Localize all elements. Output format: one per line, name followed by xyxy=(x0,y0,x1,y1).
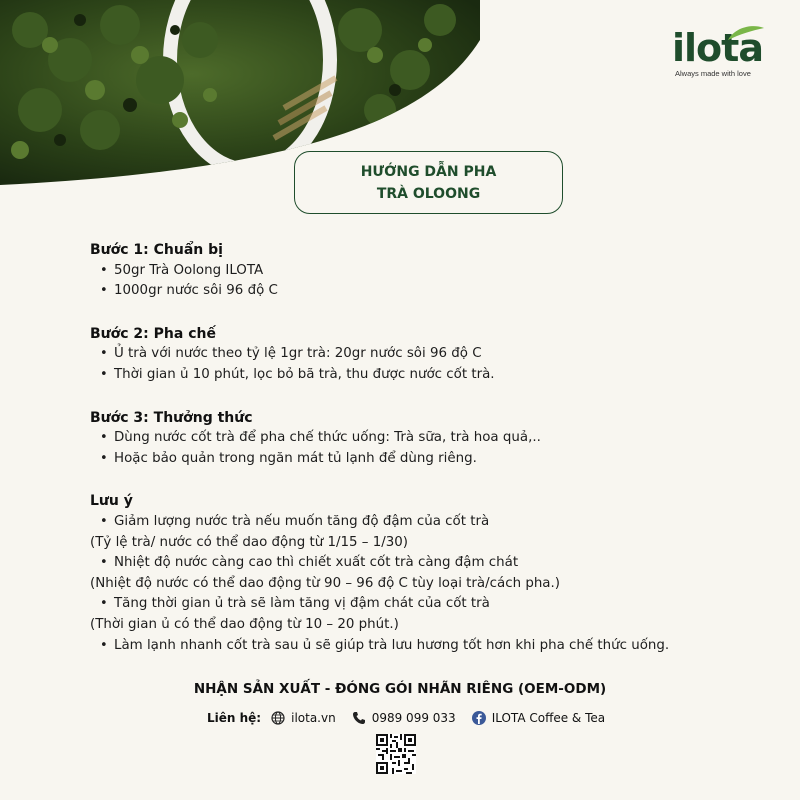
list-item-text: Nhiệt độ nước càng cao thì chiết xuất cốt trà càng đậm chát xyxy=(114,555,519,571)
step-heading: Bước 3: Thưởng thức xyxy=(90,409,253,426)
step-section xyxy=(90,408,780,470)
step-section xyxy=(90,324,780,386)
notes-section xyxy=(90,491,780,656)
website-text: ilota.vn xyxy=(291,711,336,725)
list-item: • Tăng thời gian ủ trà sẽ làm tăng vị đậm chát của cốt trà xyxy=(90,594,780,615)
list-item: • Ủ trà với nước theo tỷ lệ 1gr trà: 20gr nước sôi 96 độ C xyxy=(90,344,780,365)
contact-row xyxy=(207,708,621,728)
logo-tagline: Always made with love xyxy=(675,69,751,78)
list-item-text: Ủ trà với nước theo tỷ lệ 1gr trà: 20gr nước sôi 96 độ C xyxy=(114,346,482,362)
phone-icon xyxy=(352,711,366,725)
list-item: • Thời gian ủ 10 phút, lọc bỏ bã trà, thu được nước cốt trà. xyxy=(90,365,780,386)
logo-wordmark: ilota xyxy=(672,26,763,70)
leaf-icon xyxy=(726,24,766,42)
step-heading: Bước 2: Pha chế xyxy=(90,325,216,342)
list-item: • Hoặc bảo quản trong ngăn mát tủ lạnh để dùng riêng. xyxy=(90,449,780,470)
title-line-1: HƯỚNG DẪN PHA xyxy=(360,163,497,180)
notes-heading: Lưu ý xyxy=(90,493,133,510)
phone-link[interactable] xyxy=(352,711,456,725)
list-item: • Nhiệt độ nước càng cao thì chiết xuất cốt trà càng đậm chát xyxy=(90,553,780,574)
phone-text: 0989 099 033 xyxy=(371,711,456,725)
list-item: • Làm lạnh nhanh cốt trà sau ủ sẽ giúp trà lưu hương tốt hơn khi pha chế thức uống. xyxy=(90,636,780,657)
instructions xyxy=(90,240,780,678)
list-item: • 1000gr nước sôi 96 độ C xyxy=(90,281,780,302)
facebook-link[interactable] xyxy=(472,711,605,725)
list-item: • Giảm lượng nước trà nếu muốn tăng độ đậm của cốt trà xyxy=(90,512,780,533)
list-item-text: Hoặc bảo quản trong ngăn mát tủ lạnh để dùng riêng. xyxy=(114,450,477,466)
list-item-text: Dùng nước cốt trà để pha chế thức uống: Trà sữa, trà hoa quả,.. xyxy=(114,430,541,446)
note-text: (Tỷ lệ trà/ nước có thể dao động từ 1/15 – 1/30) xyxy=(90,534,409,550)
step-heading: Bước 1: Chuẩn bị xyxy=(90,242,223,258)
brand-logo[interactable] xyxy=(672,28,772,78)
footer-headline: NHẬN SẢN XUẤT - ĐÓNG GÓI NHÃN RIÊNG (OEM-ODM) xyxy=(193,681,607,697)
facebook-icon xyxy=(472,711,486,725)
list-item-text: Thời gian ủ 10 phút, lọc bỏ bã trà, thu được nước cốt trà. xyxy=(114,366,495,382)
list-item-text: Tăng thời gian ủ trà sẽ làm tăng vị đậm chát của cốt trà xyxy=(114,596,490,612)
title-box xyxy=(294,151,563,214)
title-line-2: TRÀ OLOONG xyxy=(376,185,481,202)
list-item: • Dùng nước cốt trà để pha chế thức uống: Trà sữa, trà hoa quả,.. xyxy=(90,428,780,449)
list-item-text: Làm lạnh nhanh cốt trà sau ủ sẽ giúp trà lưu hương tốt hơn khi pha chế thức uống. xyxy=(114,637,670,653)
step-section xyxy=(90,240,780,302)
list-item-text: 1000gr nước sôi 96 độ C xyxy=(114,283,278,299)
list-item-text: 50gr Trà Oolong ILOTA xyxy=(114,262,264,278)
qr-code[interactable] xyxy=(376,734,416,774)
facebook-text: ILOTA Coffee & Tea xyxy=(491,711,606,725)
note-text: (Nhiệt độ nước có thể dao động từ 90 – 96 độ C tùy loại trà/cách pha.) xyxy=(90,575,560,591)
list-item: • 50gr Trà Oolong ILOTA xyxy=(90,261,780,282)
contact-label: Liên hệ: xyxy=(207,711,262,725)
list-item-text: Giảm lượng nước trà nếu muốn tăng độ đậm của cốt trà xyxy=(114,513,490,529)
globe-icon xyxy=(271,711,285,725)
note-text: (Thời gian ủ có thể dao động từ 10 – 20 phút.) xyxy=(90,616,399,632)
website-link[interactable] xyxy=(271,711,336,725)
